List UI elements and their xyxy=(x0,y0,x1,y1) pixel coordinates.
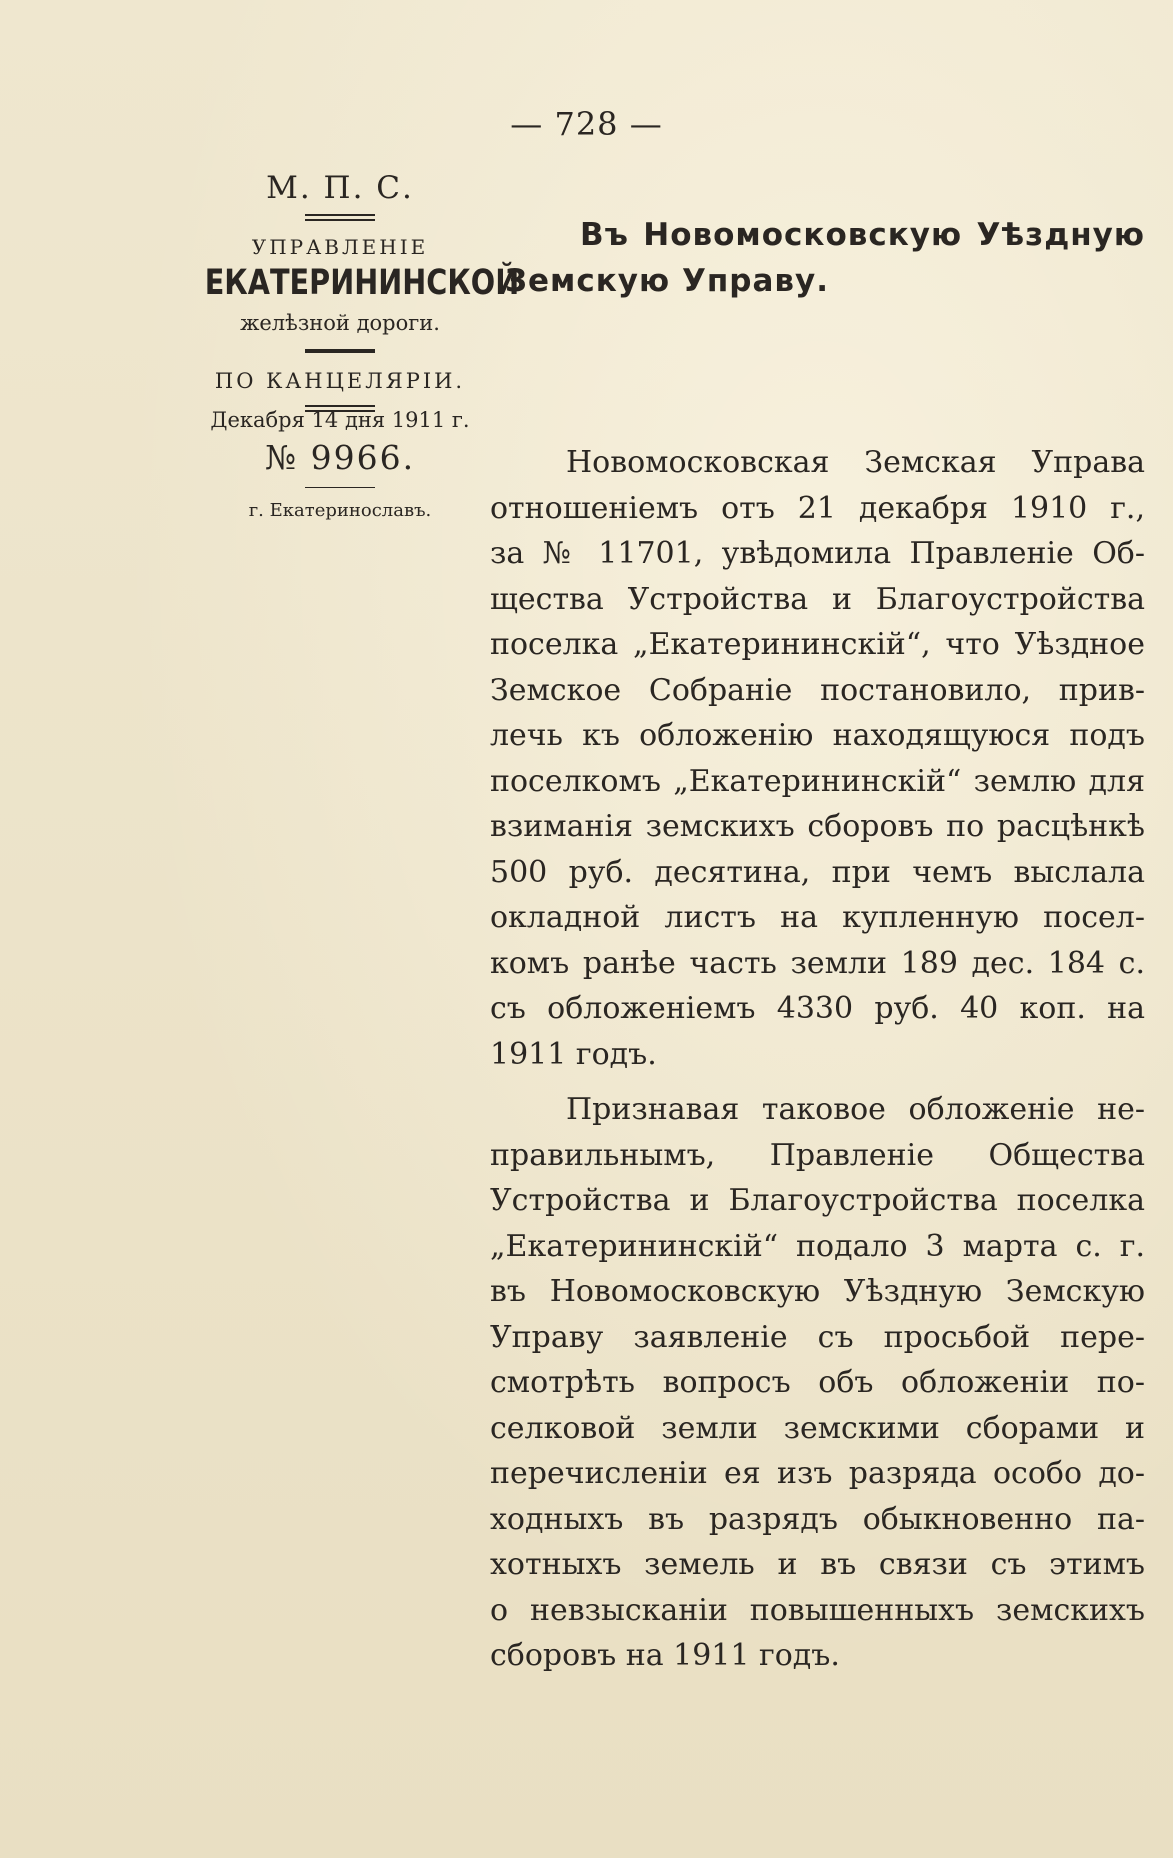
document-number: № 9966. xyxy=(264,438,416,477)
text-line: сборовъ на 1911 годъ. xyxy=(490,1638,840,1673)
addressee-heading xyxy=(505,212,1145,304)
text-line: хотныхъ земель и въ связи съ этимъ xyxy=(490,1547,1145,1582)
text-line: поселкомъ „Екатерининскій“ землю для xyxy=(490,763,1145,799)
text-line: взиманія земскихъ сборовъ по расцѣнкѣ xyxy=(490,809,1145,844)
text-line: „Екатерининскій“ подало 3 марта с. г. xyxy=(490,1228,1145,1264)
paragraph-1 xyxy=(490,440,1145,1077)
text-line: 1911 годъ. xyxy=(490,1036,657,1072)
text-line: о невзысканіи повышенныхъ земскихъ xyxy=(490,1592,1145,1628)
text-line: лечь къ обложенію находящуюся подъ xyxy=(490,718,1145,753)
administration-label: УПРАВЛЕНІЕ xyxy=(251,235,429,259)
text-line: 500 руб. десятина, при чемъ выслала xyxy=(490,854,1145,890)
department-label: ПО КАНЦЕЛЯРІИ. xyxy=(214,369,466,393)
railway-name: ЕКАТЕРИНИНСКОЙ xyxy=(204,263,520,303)
text-line: отношеніемъ отъ 21 декабря 1910 г., xyxy=(490,490,1145,526)
text-line: поселка „Екатерининскій“, что Уѣздное xyxy=(490,627,1145,662)
text-line: селковой земли земскими сборами и xyxy=(490,1410,1145,1446)
text-line: смотрѣть вопросъ объ обложеніи по- xyxy=(490,1365,1145,1400)
text-line: Устройства и Благоустройства поселка xyxy=(490,1183,1145,1218)
city-label: г. Екатеринославъ. xyxy=(248,500,432,521)
thin-rule xyxy=(305,487,375,488)
text-line: Новомосковская Земская Управа xyxy=(566,445,1145,480)
text-line: съ обложеніемъ 4330 руб. 40 коп. на xyxy=(490,991,1145,1026)
heading-line-2: Земскую Управу. xyxy=(505,263,829,299)
text-line: Земское Собраніе постановило, прив- xyxy=(490,672,1145,708)
text-line: Признавая таковое обложеніе не- xyxy=(566,1092,1145,1127)
text-line: за № 11701, увѣдомила Правленіе Об- xyxy=(490,536,1145,571)
thick-rule xyxy=(305,349,375,353)
text-line: ходныхъ въ разрядъ обыкновенно па- xyxy=(490,1501,1145,1537)
paragraph-2 xyxy=(490,1087,1145,1679)
ministry-abbreviation: М. П. С. xyxy=(266,170,414,206)
letter-date: Декабря 14 дня 1911 г. xyxy=(210,408,470,432)
letterhead-sidebar xyxy=(175,170,520,521)
text-line: Управу заявленіе съ просьбой пере- xyxy=(490,1319,1145,1355)
text-line: перечисленіи ея изъ разряда особо до- xyxy=(490,1456,1145,1491)
text-line: окладной листъ на купленную посел- xyxy=(490,900,1145,935)
double-rule xyxy=(305,214,375,221)
text-line: въ Новомосковскую Уѣздную Земскую xyxy=(490,1274,1145,1309)
text-line: щества Устройства и Благоустройства xyxy=(490,581,1145,617)
text-line: комъ ранѣе часть земли 189 дес. 184 с. xyxy=(490,945,1145,981)
railway-subtitle: желѣзной дороги. xyxy=(240,311,440,335)
letter-body xyxy=(490,440,1145,1679)
page-number: — 728 — xyxy=(510,105,663,143)
text-line: правильнымъ, Правленіе Общества xyxy=(490,1137,1145,1173)
heading-line-1: Въ Новомосковскую Уѣздную xyxy=(580,217,1145,253)
